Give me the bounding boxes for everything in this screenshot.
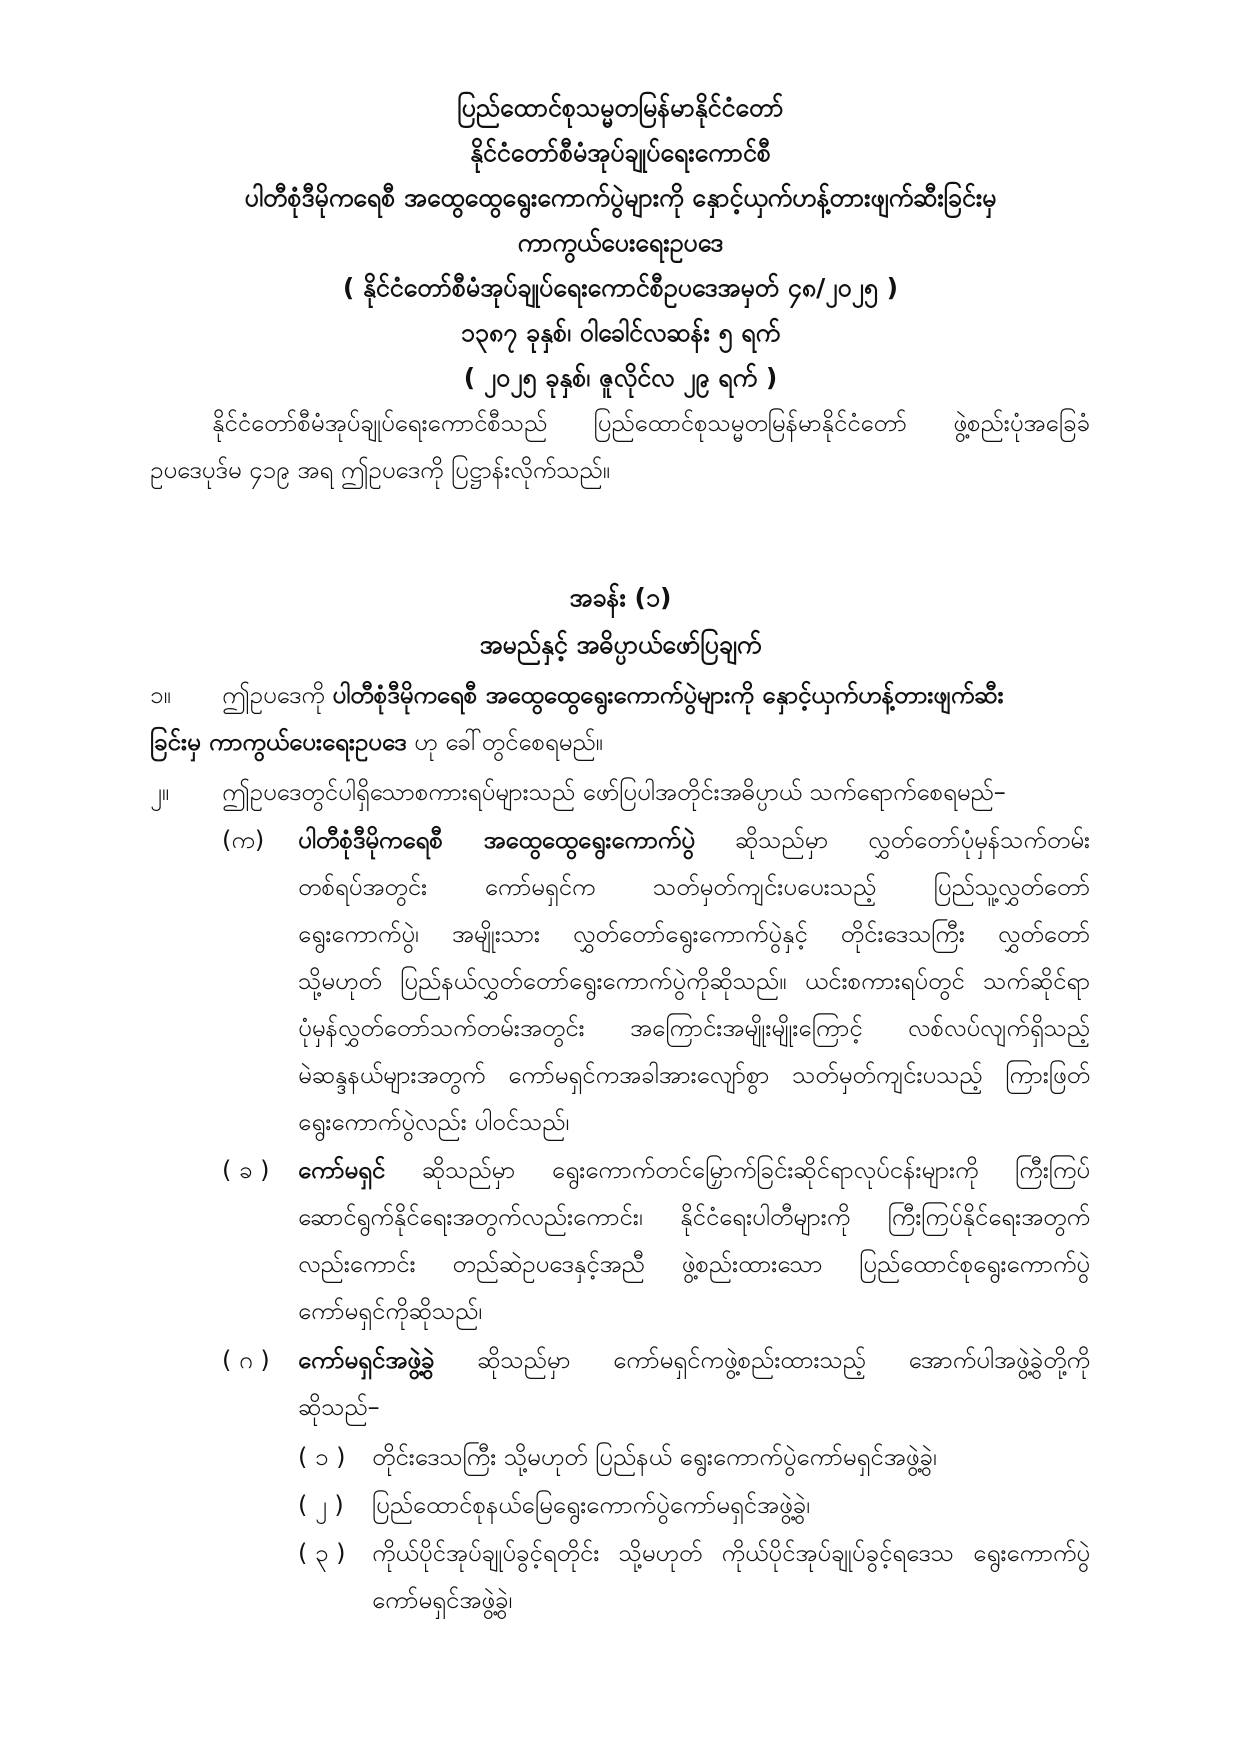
sub-item-3-text: ကိုယ်ပိုင်အုပ်ချုပ်ခွင့်ရတိုင်း သို့မဟုတ် ကိုယ်ပိုင်အုပ်ချုပ်ခွင့်ရဒေသ ရွေးကောက်ပွဲ — [372, 1539, 1090, 1567]
chapter-number: အခန်း (၁) — [569, 583, 672, 612]
item-ka-line4: သို့မဟုတ် ပြည်နယ်လွှတ်တော်ရွေးကောက်ပွဲကိုဆိုသည်။ ယင်းစကားရပ်တွင် သက်ဆိုင်ရာ — [298, 967, 1090, 995]
item-ka-line2: တစ်ရပ်အတွင်း ကော်မရှင်က သတ်မှတ်ကျင်းပပေးသည့် ပြည်သူ့လွှတ်တော် — [298, 873, 1090, 901]
term-commission-subgroup: ကော်မရှင်အဖွဲ့ခွဲ — [298, 1346, 435, 1374]
sub-item-3-cont: ကော်မရှင်အဖွဲ့ခွဲ၊ — [372, 1586, 513, 1614]
sub-item-2-label: ( ၂ ) — [298, 1491, 344, 1519]
sub-item-1-text: တိုင်းဒေသကြီး သို့မဟုတ် ပြည်နယ် ရွေးကောက်ပွဲကော်မရှင်အဖွဲ့ခွဲ၊ — [372, 1443, 937, 1471]
council-name: နိုင်ငံတော်စီမံအုပ်ချုပ်ရေးကောင်စီ — [470, 138, 771, 167]
sub-item-2-text: ပြည်ထောင်စုနယ်မြေရွေးကောက်ပွဲကော်မရှင်အဖွဲ့ခွဲ၊ — [372, 1491, 810, 1519]
item-ka-text: ဆိုသည်မှာ လွှတ်တော်ပုံမှန်သက်တမ်း — [694, 826, 1090, 854]
date-myanmar: ၁၃၈၇ ခုနှစ်၊ ဝါခေါင်လဆန်း ၅ ရက် — [460, 318, 781, 347]
section-2-intro: ဤဥပဒေတွင်ပါရှိသောစကားရပ်များသည် ဖော်ပြပါအတိုင်းအဓိပ္ပာယ် သက်ရောက်စေရမည်– — [222, 778, 1006, 806]
law-short-title-cont: ခြင်းမှ ကာကွယ်ပေးရေးဥပဒေ — [150, 728, 407, 756]
section-2-number: ၂။ — [150, 778, 170, 806]
sub-item-3-label: ( ၃ ) — [298, 1539, 346, 1567]
section-1-number: ၁။ — [150, 681, 171, 709]
item-kha-line2: ဆောင်ရွက်နိုင်ရေးအတွက်လည်းကောင်း၊ နိုင်ငံရေးပါတီများကို ကြီးကြပ်နိုင်ရေးအတွက် — [298, 1203, 1090, 1231]
item-ka-line7: ရွေးကောက်ပွဲလည်း ပါဝင်သည်၊ — [298, 1108, 570, 1136]
law-short-title: ပါတီစုံဒီမိုကရေစီ အထွေထွေရွေးကောက်ပွဲများကို နှောင့်ယှက်ဟန့်တားဖျက်ဆီး — [332, 681, 1004, 709]
item-ka-line3: ရွေးကောက်ပွဲ၊ အမျိုးသား လွှတ်တော်ရွေးကောက်ပွဲနှင့် တိုင်းဒေသကြီး လွှတ်တော် — [298, 920, 1090, 948]
section-1-text: ဤဥပဒေကို — [222, 681, 333, 709]
term-commission: ကော်မရှင် — [298, 1156, 386, 1184]
date-gregorian: ( ၂၀၂၅ ခုနှစ်၊ ဇူလိုင်လ ၂၉ ရက် ) — [463, 363, 778, 392]
item-kha-line4: ကော်မရှင်ကိုဆိုသည်၊ — [298, 1297, 483, 1325]
preamble-line1: နိုင်ငံတော်စီမံအုပ်ချုပ်ရေးကောင်စီသည် ပြည်ထောင်စုသမ္မတမြန်မာနိုင်ငံတော် ဖွဲ့စည်းပုံအခြေခံ — [212, 409, 1090, 437]
law-number: ( နိုင်ငံတော်စီမံအုပ်ချုပ်ရေးကောင်စီဥပဒေအမှတ် ၄၈/၂၀၂၅ ) — [342, 273, 899, 302]
chapter-title: အမည်နှင့် အဓိပ္ပာယ်ဖော်ပြချက် — [479, 630, 762, 659]
section-1-text-end: ဟု ခေါ်တွင်စေရမည်။ — [406, 728, 603, 756]
item-ga-text: ဆိုသည်မှာ ကော်မရှင်ကဖွဲ့စည်းထားသည့် အောက်ပါအဖွဲ့ခွဲတို့ကို — [434, 1346, 1090, 1374]
item-kha-label: ( ခ ) — [222, 1156, 270, 1184]
section-1-line1 — [222, 675, 1090, 715]
section-1-line2 — [150, 722, 603, 762]
preamble-line2: ဥပဒေပုဒ်မ ၄၁၉ အရ ဤဥပဒေကို ပြဋ္ဌာန်းလိုက်သည်။ — [150, 456, 610, 484]
item-ka-line6: မဲဆန္ဒနယ်များအတွက် ကော်မရှင်ကအခါအားလျော်စွာ သတ်မှတ်ကျင်းပသည့် ကြားဖြတ် — [298, 1061, 1090, 1089]
item-ga-line1 — [298, 1340, 1090, 1380]
country-name: ပြည်ထောင်စုသမ္မတမြန်မာနိုင်ငံတော် — [457, 93, 784, 122]
item-ga-line2: ဆိုသည်– — [298, 1393, 380, 1421]
item-kha-text: ဆိုသည်မှာ ရွေးကောက်တင်မြှောက်ခြင်းဆိုင်ရာလုပ်ငန်းများကို ကြီးကြပ် — [385, 1156, 1090, 1184]
item-ga-label: ( ဂ ) — [222, 1346, 270, 1374]
item-kha-line3: လည်းကောင်း တည်ဆဲဥပဒေနှင့်အညီ ဖွဲ့စည်းထားသော ပြည်ထောင်စုရွေးကောက်ပွဲ — [298, 1250, 1090, 1278]
item-kha-line1 — [298, 1150, 1090, 1190]
item-ka-line5: ပုံမှန်လွှတ်တော်သက်တမ်းအတွင်း အကြောင်းအမျိုးမျိုးကြောင့် လစ်လပ်လျက်ရှိသည့် — [298, 1014, 1090, 1042]
sub-item-1-label: ( ၁ ) — [298, 1443, 346, 1471]
law-title-line2: ကာကွယ်ပေးရေးဥပဒေ — [517, 228, 724, 257]
law-title-line1: ပါတီစုံဒီမိုကရေစီ အထွေထွေရွေးကောက်ပွဲများကို နှောင့်ယှက်ဟန့်တားဖျက်ဆီးခြင်းမှ — [244, 183, 997, 212]
item-ka-label: (က) — [222, 826, 265, 854]
term-election: ပါတီစုံဒီမိုကရေစီ အထွေထွေရွေးကောက်ပွဲ — [298, 826, 695, 854]
item-ka-line1 — [298, 820, 1090, 860]
